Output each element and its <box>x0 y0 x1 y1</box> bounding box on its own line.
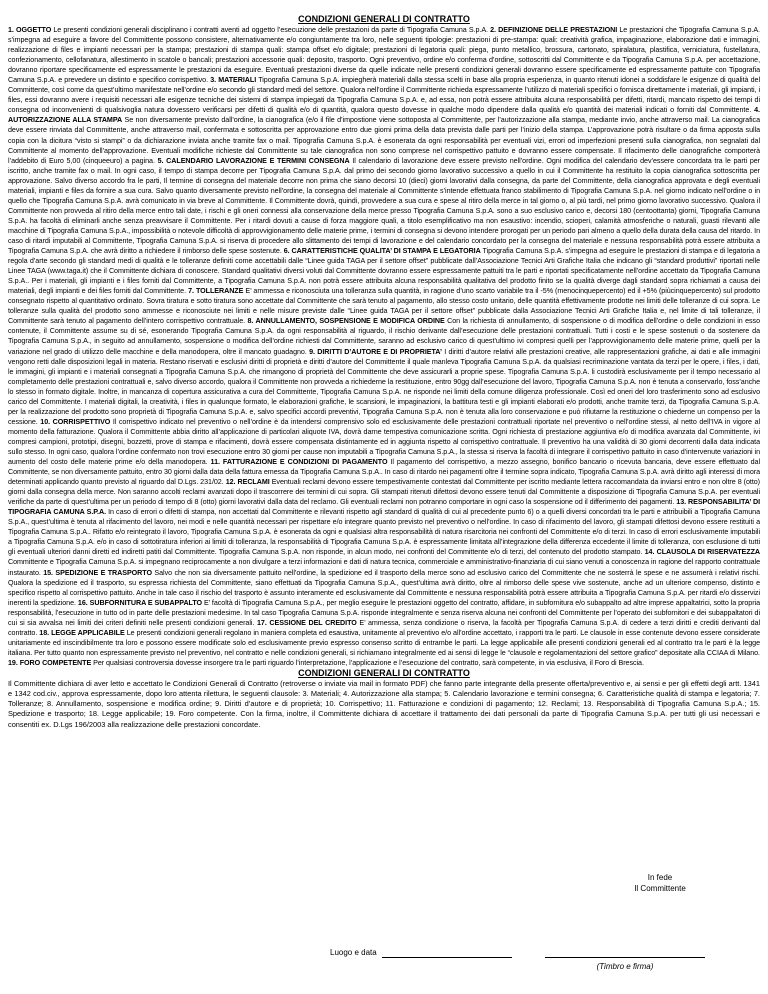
clause-text: E’ ammessa, senza condizione o riserva, la facoltà per Tipografia Camuna S.p.A. di cedere a terzi diritti e crediti derivanti dal contratto. <box>8 618 760 637</box>
clause-text: Tipografia Camuna S.p.A. impiegherà materiali dalla stessa scelti in base alla propria esperienza, in quanto ritenuti idonei a soddisfare le esigenze di qualità del Committente, così come da quest’ultimo manifestate nell’ordine e/o secondo gli standard medi del settore. Qualora nell’ordine il Committente richieda espressamente l’utilizzo di materiali specifici o fornisca direttamente i materiali, gli impianti, i files, essi dovranno avere i requisiti necessari alle esigenze tecniche dei sistemi di stampa impiegati da Tipografia Camuna S.p.A. e, ad essa, non potrà essere attribuita alcuna responsabilità per difetti, ritardi, mancato rispetto dei tempi di consegna od inconvenienti di qualsivoglia natura dovessero verificarsi per difetti di qualità e/o di quantità, qualora questo dovesse in qualche modo dipendere dalla qualità e/o quantità dei materiali indicati o forniti dal Committente. <box>8 76 760 115</box>
clause-text: I diritti d’autore relativi alle prestazioni creative, alle rappresentazioni grafiche, ai dati e alle immagini vengono retti dalle disposizioni legali in materia. Restano riservati e esclusivi diritti di proprietà e diritti d’autore del Committente il quale manleva Tipografia Camuna S.p.A. da qualsiasi recriminazione vantata da terzi per le opere, i files, i dati, le immagini, gli impianti e i materiali consegnati a Tipografia Camuna S.p.A. che rimangono di proprietà del Committente che deve assicurarli a proprie spese. Tipografia Camuna S.p.A. li custodirà esclusivamente per il tempo necessario al completamento delle prestazioni contrattuali e, salvo diverso accordo, qualora il Committente non provveda a richiederne la restituzione, entro 90gg dall’esecuzione del lavoro, Tipografia Camuna S.p.A. non è tenuta a conservarlo, foss’anche lo stesso in formato digitale. Inoltre, in mancanza di copertura assicurativa a cura del Committente, Tipografia Camuna S.p.A. ne risponde nei limiti della comune diligenza professionale. Così ed oneri del loro trasferimento sono ad esclusivo carico del Committente. I materiali digitali, la creatività, i files in qualunque formato, le elaborazioni grafiche, le scansioni, le impaginazioni, la battitura testi e gli impianti elaborati e/o prodotti, anche tramite terzi, da Tipografia Camuna S.p.A. per la realizzazione del prodotto sono proprietà di Tipografia Camuna S.p.A. e, salvo specifici accordi preventivi, Tipografia Camuna S.p.A. non è tenuta alla loro conservazione e può rifiutarne la restituzione o chiederne un compenso per la cessione. <box>8 347 760 426</box>
contract-body <box>8 25 760 668</box>
clause-heading: 5. CALENDARIO LAVORAZIONE E TERMINI CONSEGNA <box>157 156 350 165</box>
document-title: CONDIZIONI GENERALI DI CONTRATTO <box>298 14 470 24</box>
clause-text: Tipografia Camuna S.p.A. s’impegna ad eseguire le prestazioni di stampa e di legatoria a regola d’arte secondo gli standard medi di qualità e le tolleranze definiti come accettabili dalle “Linee guida TAGA per il settore offset” pubblicate dall’Associazione Tecnici Arti Grafiche Italia che indicano gli “standard produttivi” riportati nelle Linee TAGA (www.taga.it) che il Committente dichiara di conoscere. Standard qualitativi diversi voluti dal Committente dovranno essere espressamente pattuiti tra le parti e riportati specificatamente nell’ordine accettato da Tipografia Camuna S.p.A.. Per i materiali, gli impianti e i files forniti dal Committente, a Tipografia Camuna S.p.A. non potrà essere attribuita alcuna responsabilità qualitativa del prodotto finito se la qualità diverge dagli standard sopra richiamati a causa dei materiali, degli impianti e dei files forniti dal Committente. <box>8 247 760 296</box>
clause-text: In caso di errori o difetti di stampa, non accettati dal Committente e rilevanti rispetto agli standard di qualità di cui al precedente punto 6) o a quelli diversi concordati tra le parti e attribuibili a Tipografia Camuna S.p.A., quest’ultima è tenuta al rifacimento del lavoro, nei modi e nelle quantità necessari per rispettare e/o integrare quanto previsto nel preventivo o nell’ordine. In caso di rifacimento del lavoro, gli stampati difettosi devono essere restituiti a Tipografia Camuna S.p.A.. Rifatto e/o reintegrato il lavoro, Tipografia Camuna S.p.A. è esonerata da ogni e qualsiasi altra responsabilità di natura risarcitoria nei confronti del Committente e/o di terzi. In caso di errori esclusivamente imputabili a Tipografia Camuna S.p.A. e/o in caso di sottotiratura inferiori ai limiti di tolleranza, la responsabilità di Tipografia Camuna S.p.A. è espressamente limitata all’integrazione della differenza eccedente il limite di tolleranza, con esclusione di tutti gli eventuali ulteriori danni diretti ed indiretti patiti dal Committente. Tipografia Camuna S.p.A. non risponde, in alcun modo, nei confronti del Committente e/o di terzi, del contenuto del prodotto stampato. <box>8 508 760 557</box>
clause-text: Con la richiesta di annullamento, di sospensione o di modifica dell’ordine o delle condizioni in esso contenute, il Committente assume su di sé, esonerando Tipografia Camuna S.p.A. da ogni responsabilità al riguardo, il rischio derivante dall’esecuzione delle prestazioni contrattuali. Tutti i costi e le spese sostenuti o da sostenere da Tipografia Camuna S.p.A., in seguito ad annullamento, sospensione o modifica dell’ordine richiesti dal Committente, saranno ad esclusivo carico di quest’ultimo ivi compresi quelli per l’approvvigionamento delle materie prime, quelli per la variazione nel grado di utilizzo delle macchine e della manodopera, oltre il mancato guadagno. <box>8 317 760 356</box>
clause-heading: 12. RECLAMI <box>225 478 270 487</box>
clause-text: Le presenti condizioni generali regolano in maniera completa ed esaustiva, unitamente al preventivo e/o all’ordine accettato, i rapporti tra le parti. Le clausole in esse contenute devono essere considerate unitariamente ed inscindibilmente tra loro e possono essere modificate solo ed esclusivamente previo espresso consenso scritto di entrambe le parti. La legge applicabile alle presenti condizioni generali ed al contratto tra le parti è la legge italiana. Per tutto quanto non espressamente previsto nel preventivo, nel contratto e nelle condizioni generali, si richiamano integralmente ed ai sensi di legge le “clausole e regolamentazioni del settore grafico” depositate alla CCIAA di Milano. <box>8 628 761 657</box>
clause-heading: 15. SPEDIZIONE E TRASPORTO <box>43 568 152 577</box>
clause-heading: 17. CESSIONE DEL CREDITO <box>256 618 357 627</box>
clause-text: Il corrispettivo indicato nel preventivo o nell’ordine è da intendersi comprensivo solo ed esclusivamente delle prestazioni contrattuali riportate nel preventivo o nell’ordine stessi, al netto dell’IVA in vigore al momento della fatturazione. Qualora il Committente abbia diritto all’applicazione di particolari aliquote IVA, dovrà darne tempestiva comunicazione scritta. Ogni richiesta di prestazione aggiuntiva e/o di modifica avanzata dal Committente, ivi compresi campioni, prototipi, disegni, bozzetti, prove di stampa e rifacimenti, dovrà essere compensata distintamente ed in aggiunta rispetto al corrispettivo contrattuale. Il preventivo ha una validità di 30 giorni decorrenti dalla data indicata sullo stesso. In ogni caso, qualora l’ordine confermato non trovi esecuzione entro 30 giorni per cause non imputabili a Tipografia Camuna S.p.A., la stessa si riserva la facoltà di integrare il corrispettivo pattuito in caso d’intervenute variazioni in aumento del costo delle materie prime e/o della manodopera. <box>8 417 760 467</box>
clause-heading: 8. ANNULLAMENTO, SOSPENSIONE E MODIFICA ORDINE <box>247 317 445 326</box>
clause-heading: 9. DIRITTI D’AUTORE E DI PROPRIETA’ <box>309 347 442 356</box>
contract-page <box>8 14 760 730</box>
clause-heading: 6. CARATTERISTICHE QUALITA’ DI STAMPA E LEGATORIA <box>283 247 481 256</box>
clause-text: Salvo che non sia diversamente pattuito nell’ordine, la spedizione ed il trasporto della merce sono ad esclusivo carico del Committente che ne sosterrà le spese e ne assumerà i relativi rischi. Qualora la spedizione ed il trasporto, su espressa richiesta del Committente, siano effettuati da Tipografia Camuna S.p.A., quest’ultima avrà diritto, oltre al rimborso delle spese vive sostenute, anche ad un ulteriore compenso, distinto e specifico rispetto al corrispettivo pattuito. Anche in tale caso il rischio del trasporto è assunto interamente ed esclusivamente dal Committente e nessuna responsabilità potrà essere attribuita a Tipografia Camuna S.p.A. per ritardi e/o disservizi inerenti la spedizione. <box>8 568 760 607</box>
approval-title: CONDIZIONI GENERALI DI CONTRATTO <box>298 668 470 678</box>
approval-clause: Il Committente dichiara di aver letto e accettato le Condizioni Generali di Contratto (retroverse o inviate via mail in formato PDF) che fanno parte integrante della presente offerta/preventivo e, ai sensi e per gli effetti degli artt. 1341 e 1342 cod.civ., approva espressamente, dopo loro attenta rilettura, le seguenti clausole: 3. Materiali; 4. Autorizzazione alla stampa; 5. Calendario lavorazione e termini consegna; 6. Caratteristiche qualità di stampa e legatoria; 7. Tolleranze; 8. Annullamento, sospensione e modifica ordine; 9. Diritti d’autore e di proprietà; 10. Corrispettivo; 11. Fatturazione e condizioni di pagamento; 12. Reclami; 13. Responsabilità di Tipografia Camuna S.p.A.; 15. Spedizione e trasporto; 18. Legge applicabile; 19. Foro competente. Con la firma, inoltre, il Committente dichiara di accettare il trattamento dei dati personali da parte di Tipografia Camuna S.p.A. per tutti gli usi necessari e consentiti ex. D.Lgs 196/2003 alla realizzazione delle prestazioni concordate. <box>8 679 760 729</box>
clause-text: Per qualsiasi controversia dovesse insorgere tra le parti riguardo l’interpretazione, l’applicazione e l’esecuzione del contratto, sarà competente, in via esclusiva, il Foro di Brescia. <box>91 658 644 667</box>
clause-heading: 11. FATTURAZIONE E CONDIZIONI DI PAGAMENTO <box>210 458 388 467</box>
clause-heading: 4. AUTORIZZAZIONE ALLA STAMPA <box>8 106 760 125</box>
place-date-label: Luogo e data <box>330 948 377 957</box>
clause-heading: 3. MATERIALI <box>210 76 257 85</box>
clause-heading: 16. SUBFORNITURA E SUBAPPALTO <box>77 598 203 607</box>
signature-field[interactable] <box>545 957 705 958</box>
clause-text: Eventuali reclami devono essere tempestivamente contestati dal Committente per iscritto mediante lettera raccomandata da inviarsi entro e non oltre 8 (otto) giorni dalla consegna della merce. Non saranno accolti reclami avanzati dopo il trascorrere dei termini di cui sopra. Gli stampati ritenuti difettosi devono essere tenuti dal Committente a disposizione di Tipografia Camuna S.p.A. per eventuali verifiche da parte di quest’ultima per un periodo di tempo di 8 (otto) giorni lavorativi dalla data del reclamo. Gli eventuali reclami non potranno comportare in ogni caso la sospensione od il differimento dei pagamenti. <box>8 478 761 507</box>
signoff-in-fede: In fede <box>647 873 673 882</box>
clause-text: Il pagamento del corrispettivo, a mezzo assegno, bonifico bancario o ricevuta bancaria, deve essere effettuato dal Committente, se non diversamente pattuito, entro 30 giorni dalla data della fattura emessa da Tipografia Camuna S.p.A.. In caso di ritardo nei pagamenti oltre il termine sopra indicato, Tipografia Camuna S.p.A. avrà diritto agli interessi di mora determinati applicando quanto previsto al riguardo dal D.Lgs. 231/02. <box>8 458 760 487</box>
clause-text: Il calendario di lavorazione deve essere previsto nell’ordine. Ogni modifica del calendario dev’essere concordata tra le parti per iscritto, anche tramite fax o mail. In ogni caso, il tempo di stampa decorre per Tipografia Camuna S.p.A. dal primo dei secondo giorno lavorativo successivo a quello in cui il Committente ha restituito la copia cianografica sottoscritta per approvazione. Salvo diverso accordo fra le parti, Il termine di consegna del materiale decorre non prima che siano decorsi 10 (dieci) giorni lavorativi dalla consegna, da parte del Committente, della cianografica approvata e degli eventuali materiali, impianti e files da fornire a sua cura. Salvo quanto diversamente previsto nell’ordine, la consegna del materiale al Committente s’intende effettuata franco stabilimento di Tipografia Camuna S.p.A. nel giorno indicato nell’ordine o in quello che Tipografia Camuna S.p.A. avrà comunicato in via breve al Committente. Il Committente dovrà, quindi, provvedere a sua cura e spese al ritiro della merce in tal giorno o, al più tardi, nel primo giorno lavorativo successivo. Qualora il Committente non provveda al ritiro della merce entro tali date, i rischi e gli oneri connessi alla conservazione della merce presso Tipografia Camuna S.p.A. sono a suo esclusivo carico e, decorsi 180 (centoottanta) giorni, Tipografia Camuna S.p.A. ha facoltà di eliminarli anche senza preavvisare il Committente. Per i ritardi dovuti a cause di forza maggiore quali, a titolo esemplificativo ma non esaustivo: incendio, scioperi, calamità atmosferiche o naturali, guasti rilevanti alle macchine di Tipografia Camuna S.p.A., impossibilità o notevole difficoltà di approvvigionamento delle materie prime, i termini di consegna si devono intendere prorogati per un periodo pari almeno a quello della durata della causa del ritardo. In caso di ritardi imputabili al Committente, Tipografia Camuna S.p.A. si riserva di procedere allo slittamento dei tempi di lavorazione e del calendario concordato per la consegna del materiale e nessuna responsabilità potrà essere attribuita a Tipografia Camuna S.p.A. che avrà diritto a richiedere il rimborso delle spese sostenute. <box>8 156 760 256</box>
clause-text: E’ ammessa e riconosciuta una tolleranza sulla quantità, in ragione d’uno scarto variabile tra il -5% (menocinquepercento) ed il +5% (piùcinquepercento) sul prodotto consegnato rispetto al quantitativo ordinato. Sovra tiratura e sotto tiratura sono accettate dal Committente che sarà tenuto al pagamento, allo stesso costo unitario, delle quantità effettivamente prodotte nei limiti delle tolleranze di cui sopra. Le tolleranze sulla qualità del prodotto sono ammesse e riconosciute nei limiti e nelle misure previste dalle “Linee guida TAGA per il settore offset” pubblicate dalla Associazione Tecnici Arti Grafiche Italia e, nel limite di tali tolleranze, il Committente sarà tenuto al pagamento dell’intero corrispettivo contrattuale. <box>8 287 760 326</box>
clause-text: Committente e Tipografia Camuna S.p.A. si impegnano reciprocamente a non divulgare a terzi informazioni e dati di natura tecnica, commerciale e amministrativo-finanziaria di cui siano venuti a conoscenza in ragione del rapporto contrattuale instaurato. <box>8 558 760 577</box>
clause-heading: 13. RESPONSABILITA’ DI TIPOGRAFIA CAMUNA S.P.A. <box>8 498 761 517</box>
stamp-label: (Timbro e firma) <box>596 962 654 971</box>
clause-heading: 18. LEGGE APPLICABILE <box>39 628 125 637</box>
signoff-committente: Il Committente <box>634 884 686 893</box>
clause-heading: 14. CLAUSOLA DI RISERVATEZZA <box>644 548 760 557</box>
clause-text: Le presenti condizioni generali disciplinano i contratti aventi ad oggetto l’esecuzione delle prestazioni da parte di Tipografia Camuna S.p.A. <box>51 26 491 34</box>
clause-heading: 10. CORRISPETTIVO <box>40 417 111 426</box>
clause-text: Le prestazioni che Tipografia Camuna S.p.A. s’impegna ad eseguire a favore del Committente possono consistere, alternativamente e/o congiuntamente tra loro, nelle seguenti tipologie: prestazioni di pre-stampa: quali: creatività grafica, impaginazione, elaborazione dati e immagini, realizzazione di files e impianti necessari per la stampa; prestazioni di stampa quali: stampa offset e/o digitale; prestazioni di legatoria quali: piega, punto metallico, brossura, cartonato, spiralatura, plastifica, verniciatura, fustellatura, confezionamento, cellofanatura, allestimento in scatole o bancali; prestazioni accessorie quali: deposito, trasporto. Ogni preventivo, ordine e/o conferma d’ordine, sottoscritti dal Committente e da Tipografia Camuna S.p.A. per accettazione, dovranno riportare specificamente ed espressamente le prestazioni da eseguire. Eventuali prestazioni diverse da quelle indicate nelle presenti condizioni generali dovranno essere specificamente ed espressamente pattuite con Tipografia Camuna S.p.A. e prevedere un distinto e specifico corrispettivo. <box>8 26 760 85</box>
signoff-block <box>590 872 730 894</box>
clause-heading: 7. TOLLERANZE <box>188 287 244 296</box>
clause-heading: 1. OGGETTO <box>8 26 52 34</box>
place-date-field[interactable] <box>382 957 512 958</box>
clause-heading: 2. DEFINIZIONE DELLE PRESTAZIONI <box>490 26 618 34</box>
clause-text: E’ facoltà di Tipografia Camuna S.p.A., per meglio eseguire le prestazioni oggetto del contratto, affidare, in subfornitura e/o subappalto ad altre imprese appaltatrici, sotto la propria responsabilità, l’esecuzione in tutto od in parte delle prestazioni medesime. In tal caso Tipografia Camuna S.p.A. risponde integralmente e senza riserva alcuna nei confronti del Committente per l’operato dei subfornitori e dei subappaltatori di cui si sia avvalsa nei limiti dei criteri definiti nelle presenti condizioni generali. <box>8 598 760 627</box>
clause-heading: 19. FORO COMPETENTE <box>8 658 92 667</box>
clause-text: Se non diversamente previsto dall’ordine, la cianografica (e/o il file d’impostione viene sottoposta al Committente, per l’autorizzazione alla stampa, mediante invio, anche attraverso mail. La cianografica deve essere rinviata dal Committente, anche attraverso mail, confermata e sottoscritta per approvazione entro due giorni prima della data prevista dalle parti per l’inizio della stampa. L’approvazione potrà risultare o da firma apposta sulla copia con la dicitura “visto si stampi” o da dichiarazione inviata anche tramite fax o mail. Tipografia Camuna S.p.A. è esonerata da ogni responsabilità per eventuali vizi, errori od imperfezioni presenti sulla cianografica, non segnalati dal Committente al momento dell’approvazione. Eventuali modifiche richieste dal Committente su tale cianografica non sono comprese nel corrispettivo pattuito e dovranno essere compensate. Il rifacimento delle cianografiche comporterà l’addebito di Euro 5,00 (cinqueeuro) a pagina. <box>8 116 761 165</box>
